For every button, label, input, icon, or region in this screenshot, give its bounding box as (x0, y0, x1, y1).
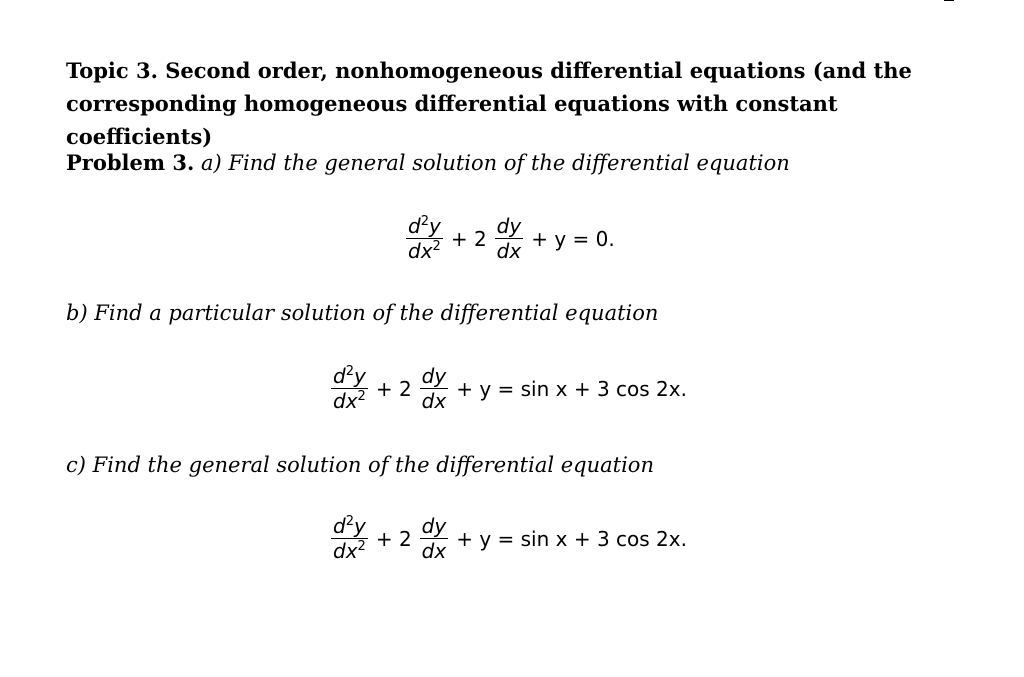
plus-two: + 2 (375, 526, 412, 551)
equation-a (404, 214, 621, 263)
denominator-dx: dx (496, 239, 522, 263)
part-b-text: b) Find a particular solution of the differential equation (66, 301, 659, 325)
numerator-y: y (428, 214, 441, 238)
plus-two: + 2 (375, 376, 412, 401)
numerator-exponent: 2 (420, 214, 429, 229)
denominator-exponent: 2 (357, 539, 366, 554)
equation-b (329, 364, 693, 413)
numerator-y: y (353, 514, 366, 538)
numerator-d: d (333, 514, 346, 538)
part-c-text: c) Find the general solution of the differential equation (66, 453, 654, 477)
numerator-dy: dy (421, 514, 447, 538)
part-a-text: a) Find the general solution of the differential equation (201, 151, 790, 175)
problem-statement-a (66, 148, 790, 178)
denominator-dx: dx (421, 389, 447, 413)
equation-rhs: + y = sin x + 3 cos 2x. (456, 376, 687, 401)
numerator-exponent: 2 (345, 364, 354, 379)
second-derivative-fraction (406, 214, 443, 263)
denominator-exponent: 2 (432, 239, 441, 254)
denominator-dx: dx (408, 239, 433, 263)
denominator-dx: dx (333, 389, 358, 413)
topic-title: Topic 3. Second order, nonhomogeneous differential equations (and the corresponding homogeneous differential equations with constant coefficients) (66, 58, 912, 149)
problem-label: Problem 3. (66, 150, 195, 175)
numerator-dy: dy (496, 214, 522, 238)
equation-c (329, 514, 693, 563)
denominator-dx: dx (333, 539, 358, 563)
numerator-y: y (353, 364, 366, 388)
numerator-dy: dy (421, 364, 447, 388)
page-corner-mark (944, 0, 954, 3)
numerator-d: d (333, 364, 346, 388)
second-derivative-fraction (331, 364, 368, 413)
first-derivative-fraction (495, 214, 524, 263)
equation-rhs: + y = 0. (531, 226, 615, 251)
numerator-d: d (408, 214, 421, 238)
denominator-dx: dx (421, 539, 447, 563)
first-derivative-fraction (420, 364, 449, 413)
equation-rhs: + y = sin x + 3 cos 2x. (456, 526, 687, 551)
numerator-exponent: 2 (345, 514, 354, 529)
second-derivative-fraction (331, 514, 368, 563)
first-derivative-fraction (420, 514, 449, 563)
plus-two: + 2 (450, 226, 487, 251)
denominator-exponent: 2 (357, 389, 366, 404)
